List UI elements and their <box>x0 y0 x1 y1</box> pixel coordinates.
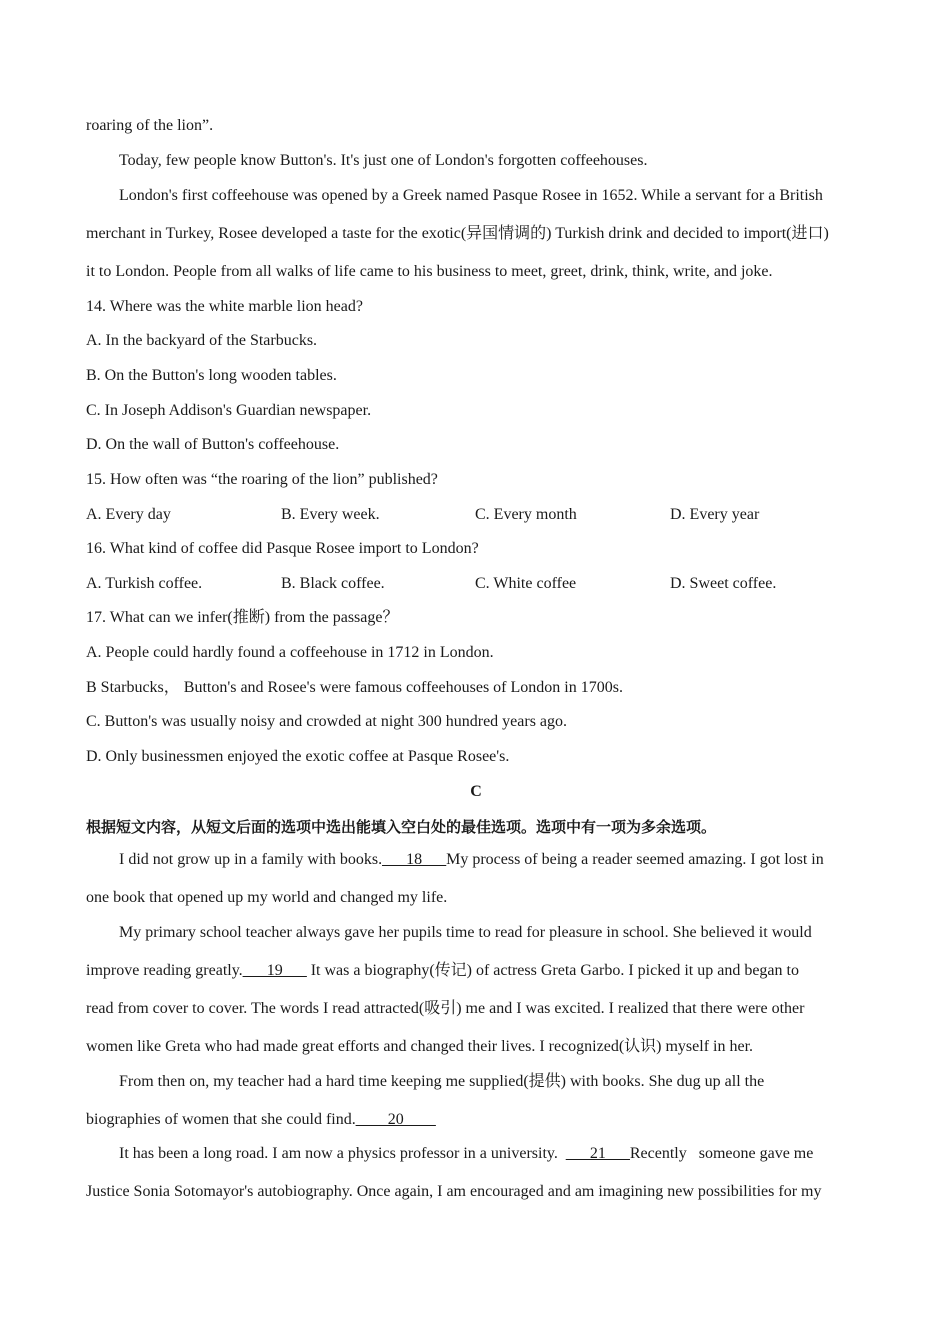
passage-text: My process of being a reader seemed amazing. I got lost in <box>446 851 824 868</box>
question-15-option-d: D. Every year <box>670 506 760 523</box>
passage-text: It has been a long road. I am now a physics professor in a university. <box>119 1145 566 1162</box>
section-instruction: 根据短文内容，从短文后面的选项中选出能填入空白处的最佳选项。选项中有一项为多余选项。 <box>86 818 717 836</box>
passage-text-line: it to London. People from all walks of life came to his business to meet, greet, drink, think, write, and joke. <box>86 263 773 280</box>
question-16-option-c: C. White coffee <box>475 575 577 592</box>
question-15-option-a: A. Every day <box>86 506 171 523</box>
blank-20: ____20____ <box>355 1111 436 1128</box>
passage-text: It was a biography(传记) of actress Greta Garbo. I picked it up and began to <box>306 962 799 979</box>
question-14-option-b: B. On the Button's long wooden tables. <box>86 367 337 384</box>
passage-text-line: merchant in Turkey, Rosee developed a taste for the exotic(异国情调的) Turkish drink and decided to import(进口) <box>86 225 829 242</box>
question-16-stem: 16. What kind of coffee did Pasque Rosee import to London? <box>86 540 479 557</box>
question-15-option-b: B. Every week. <box>281 506 380 523</box>
question-14-option-a: A. In the backyard of the Starbucks. <box>86 332 318 349</box>
passage-text: Recently someone gave me <box>629 1145 814 1162</box>
passage-c-line: one book that opened up my world and changed my life. <box>86 889 448 906</box>
passage-c-line: Justice Sonia Sotomayor's autobiography. Once again, I am encouraged and am imagining new possibilities for my <box>86 1183 822 1200</box>
passage-c-line: read from cover to cover. The words I read attracted(吸引) me and I was excited. I realized that there were other <box>86 1000 805 1017</box>
passage-text: improve reading greatly. <box>86 962 243 979</box>
question-17-option-b: B Starbucks， Button's and Rosee's were famous coffeehouses of London in 1700s. <box>86 679 623 696</box>
passage-c-line <box>119 850 824 870</box>
question-17-stem: 17. What can we infer(推断) from the passage？ <box>86 609 399 626</box>
question-17-option-d: D. Only businessmen enjoyed the exotic coffee at Pasque Rosee's. <box>86 748 510 765</box>
passage-c-line: My primary school teacher always gave her pupils time to read for pleasure in school. She believed it would <box>119 924 812 941</box>
blank-19: ___19___ <box>242 962 307 979</box>
passage-c-line <box>86 1110 436 1130</box>
blank-21: ___21___ <box>565 1145 630 1162</box>
passage-text: biographies of women that she could find. <box>86 1111 356 1128</box>
question-17-option-a: A. People could hardly found a coffeehouse in 1712 in London. <box>86 644 494 661</box>
question-14-option-d: D. On the wall of Button's coffeehouse. <box>86 436 340 453</box>
question-15-stem: 15. How often was “the roaring of the lion” published? <box>86 471 438 488</box>
blank-18: ___18___ <box>382 851 447 868</box>
question-15-option-c: C. Every month <box>475 506 577 523</box>
passage-c-line: women like Greta who had made great efforts and changed their lives. I recognized(认识) myself in her. <box>86 1038 754 1055</box>
question-16-option-d: D. Sweet coffee. <box>670 575 777 592</box>
passage-c-line: From then on, my teacher had a hard time keeping me supplied(提供) with books. She dug up all the <box>119 1073 765 1090</box>
passage-text: I did not grow up in a family with books. <box>119 851 383 868</box>
question-14-option-c: C. In Joseph Addison's Guardian newspaper. <box>86 402 372 419</box>
question-17-option-c: C. Button's was usually noisy and crowded at night 300 hundred years ago. <box>86 713 568 730</box>
question-16-option-b: B. Black coffee. <box>281 575 385 592</box>
passage-text-line: roaring of the lion”. <box>86 117 214 134</box>
question-14-stem: 14. Where was the white marble lion head? <box>86 298 363 315</box>
question-16-option-a: A. Turkish coffee. <box>86 575 203 592</box>
passage-c-line <box>119 1144 813 1164</box>
passage-text-line: London's first coffeehouse was opened by a Greek named Pasque Rosee in 1652. While a servant for a British <box>119 187 823 204</box>
passage-c-line <box>86 961 799 981</box>
passage-text-line: Today, few people know Button's. It's just one of London's forgotten coffeehouses. <box>119 152 648 169</box>
section-heading: C <box>470 783 482 800</box>
